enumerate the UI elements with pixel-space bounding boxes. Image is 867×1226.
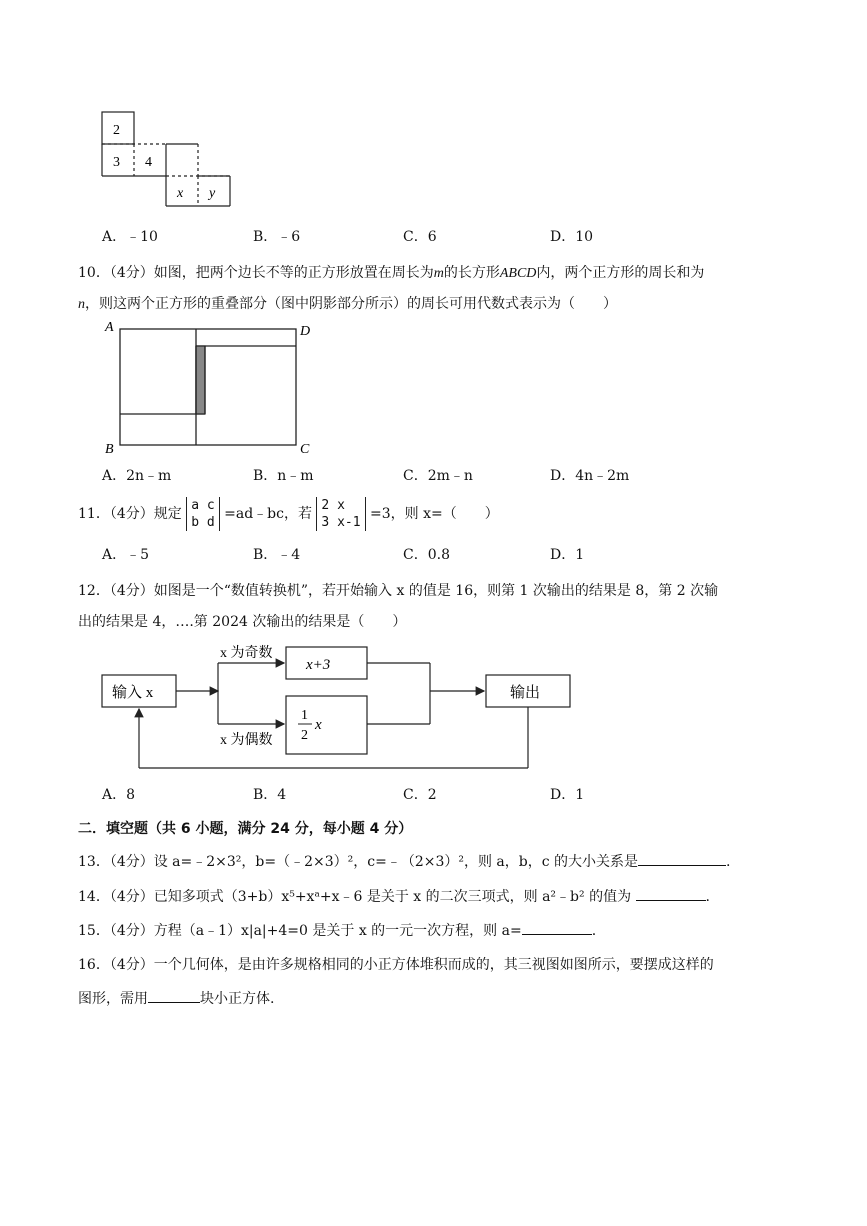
- net-label-2: 2: [113, 123, 120, 138]
- shaded-overlap: [196, 346, 205, 414]
- net-label-y: y: [209, 186, 216, 201]
- number-converter-flowchart: [98, 640, 578, 775]
- q12-option-c: C．2: [403, 787, 437, 803]
- flow-even-var: x: [315, 717, 322, 733]
- q11-line: 11．（4分）规定 a c b d =ad﹣bc，若 2 x 3 x-1 =3，则 x=（ ）: [78, 498, 499, 530]
- label-c: C: [300, 442, 310, 457]
- section-fill-in-heading: 二．填空题（共 6 小题，满分 24 分，每小题 4 分）: [78, 821, 413, 837]
- q13-line: 13．（4分）设 a=﹣2×3²，b=（﹣2×3）²，c=﹣（2×3）²，则 a，b，c 的大小关系是 .: [78, 851, 731, 871]
- flow-odd-label: x 为奇数: [220, 646, 273, 661]
- q12-line-2: 出的结果是 4，….第 2024 次输出的结果是（ ）: [78, 614, 407, 630]
- determinant-1: a c b d: [186, 497, 219, 531]
- q10-option-b: B．n﹣m: [253, 468, 314, 484]
- flow-odd-box: x+3: [306, 657, 331, 673]
- q12-option-b: B．4: [253, 787, 287, 803]
- q14-line: 14．（4分）已知多项式（3+b）x⁵+xᵃ+x﹣6 是关于 x 的二次三项式，则 a²﹣b² 的值为 .: [78, 886, 710, 906]
- q10-option-c: C．2m﹣n: [403, 468, 473, 484]
- cube-net-figure: [100, 110, 234, 210]
- net-label-3: 3: [113, 155, 120, 170]
- flow-even-label: x 为偶数: [220, 733, 273, 748]
- q9-option-a: A．﹣10: [102, 229, 158, 245]
- label-d: D: [300, 324, 311, 339]
- q10-option-d: D．4n﹣2m: [550, 468, 630, 484]
- q11-option-d: D．1: [550, 547, 585, 563]
- q12-option-a: A．8: [102, 787, 136, 803]
- q12-line-1: 12．（4分）如图是一个“数值转换机”，若开始输入 x 的值是 16，则第 1 次输出的结果是 8，第 2 次输: [78, 583, 719, 599]
- q9-option-d: D．10: [550, 229, 594, 245]
- net-label-4: 4: [145, 155, 152, 170]
- q10-option-a: A．2n﹣m: [102, 468, 172, 484]
- q10-line-2: n，则这两个正方形的重叠部分（图中阴影部分所示）的周长可用代数式表示为（ ）: [78, 296, 617, 312]
- q16-line-2: 图形，需用 块小正方体.: [78, 988, 274, 1008]
- q12-option-d: D．1: [550, 787, 585, 803]
- label-a: A: [105, 320, 114, 335]
- q11-option-c: C．0.8: [403, 547, 450, 563]
- label-b: B: [105, 442, 114, 457]
- q10-line-1: 10．（4分）如图，把两个边长不等的正方形放置在周长为m的长方形ABCD内，两个正方形的周长和为: [78, 265, 705, 281]
- q11-option-b: B．﹣4: [253, 547, 301, 563]
- q15-line: 15．（4分）方程（a﹣1）x|a|+4=0 是关于 x 的一元一次方程，则 a= .: [78, 920, 596, 940]
- flow-input-label: 输入 x: [112, 685, 154, 701]
- q9-option-b: B．﹣6: [253, 229, 301, 245]
- flow-even-den: 2: [301, 728, 308, 743]
- net-label-x: x: [177, 186, 184, 201]
- rectangle-squares-figure: [100, 318, 322, 458]
- q9-option-c: C．6: [403, 229, 437, 245]
- q11-option-a: A．﹣5: [102, 547, 150, 563]
- determinant-2: 2 x 3 x-1: [316, 497, 365, 531]
- flow-even-num: 1: [301, 708, 308, 723]
- q16-line-1: 16．（4分）一个几何体，是由许多规格相同的小正方体堆积而成的，其三视图如图所示，要摆成这样的: [78, 957, 714, 973]
- flow-output-label: 输出: [510, 685, 541, 701]
